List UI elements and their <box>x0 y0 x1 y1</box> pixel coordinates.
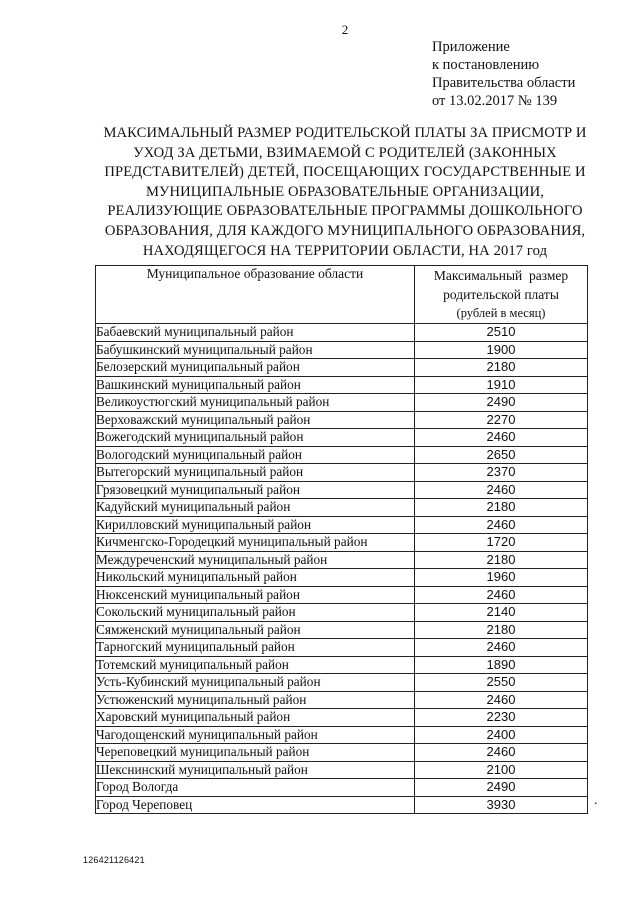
table-row <box>96 709 588 727</box>
page-number: 2 <box>341 22 349 37</box>
table-row <box>96 429 588 447</box>
fee-cell: 1720 <box>415 534 588 552</box>
table-row <box>96 464 588 482</box>
fee-cell: 3930 <box>415 796 588 814</box>
header-fee-line: (рублей в месяц) <box>456 306 546 320</box>
fee-cell: 2180 <box>415 621 588 639</box>
table-row <box>96 779 588 797</box>
municipality-cell: Кичменгско-Городецкий муниципальный район <box>96 534 415 552</box>
municipality-cell: Вожегодский муниципальный район <box>96 429 415 447</box>
table-row <box>96 446 588 464</box>
fee-cell: 2490 <box>415 394 588 412</box>
fee-cell: 2460 <box>415 691 588 709</box>
document-code: 126421126421 <box>83 855 145 865</box>
title-line: ПРЕДСТАВИТЕЛЕЙ) ДЕТЕЙ, ПОСЕЩАЮЩИХ ГОСУДАРСТВЕННЫЕ И <box>104 164 586 181</box>
table-row <box>96 516 588 534</box>
table-row <box>96 551 588 569</box>
fee-cell: 1900 <box>415 341 588 359</box>
fee-cell: 1890 <box>415 656 588 674</box>
fee-cell: 2100 <box>415 761 588 779</box>
municipality-cell: Нюксенский муниципальный район <box>96 586 415 604</box>
appendix-line: Правительства области <box>432 75 576 91</box>
table-row <box>96 621 588 639</box>
table-row <box>96 674 588 692</box>
appendix-note <box>432 38 575 110</box>
table-row <box>96 499 588 517</box>
title-line: УХОД ЗА ДЕТЬМИ, ВЗИМАЕМОЙ С РОДИТЕЛЕЙ (ЗАКОННЫХ <box>133 144 557 161</box>
table-row <box>96 604 588 622</box>
title-line: ОБРАЗОВАНИЯ, ДЛЯ КАЖДОГО МУНИЦИПАЛЬНОГО ОБРАЗОВАНИЯ, <box>104 222 586 239</box>
municipality-cell: Тотемский муниципальный район <box>96 656 415 674</box>
fee-cell: 2490 <box>415 779 588 797</box>
municipality-cell: Верховажский муниципальный район <box>96 411 415 429</box>
appendix-line: от 13.02.2017 № 139 <box>432 93 558 109</box>
municipality-cell: Великоустюгский муниципальный район <box>96 394 415 412</box>
fee-cell: 2460 <box>415 429 588 447</box>
municipality-cell: Кадуйский муниципальный район <box>96 499 415 517</box>
appendix-line: к постановлению <box>432 57 540 73</box>
fee-cell: 2180 <box>415 551 588 569</box>
municipality-cell: Бабаевский муниципальный район <box>96 324 415 342</box>
municipality-cell: Грязовецкий муниципальный район <box>96 481 415 499</box>
header-municipality: Муниципальное образование области <box>96 266 415 324</box>
fee-cell: 2180 <box>415 359 588 377</box>
fee-cell: 2180 <box>415 499 588 517</box>
municipality-cell: Вашкинский муниципальный район <box>96 376 415 394</box>
fee-cell: 2510 <box>415 324 588 342</box>
fee-cell: 2400 <box>415 726 588 744</box>
table-row <box>96 639 588 657</box>
table-row <box>96 481 588 499</box>
appendix-line: Приложение <box>432 39 510 55</box>
municipality-cell: Тарногский муниципальный район <box>96 639 415 657</box>
table-header-row <box>96 266 588 324</box>
municipality-cell: Харовский муниципальный район <box>96 709 415 727</box>
municipality-cell: Вытегорский муниципальный район <box>96 464 415 482</box>
title-line: МУНИЦИПАЛЬНЫЕ ОБРАЗОВАТЕЛЬНЫЕ ОРГАНИЗАЦИИ, <box>145 183 545 200</box>
fee-cell: 2370 <box>415 464 588 482</box>
table-row <box>96 376 588 394</box>
table-row <box>96 324 588 342</box>
fee-cell: 1910 <box>415 376 588 394</box>
municipality-cell: Шекснинский муниципальный район <box>96 761 415 779</box>
fee-cell: 2460 <box>415 481 588 499</box>
fee-table <box>95 265 588 814</box>
header-fee-line: Максимальный размер <box>433 268 569 283</box>
table-row <box>96 586 588 604</box>
municipality-cell: Белозерский муниципальный район <box>96 359 415 377</box>
fee-cell: 2460 <box>415 586 588 604</box>
municipality-cell: Череповецкий муниципальный район <box>96 744 415 762</box>
table-row <box>96 394 588 412</box>
fee-cell: 2550 <box>415 674 588 692</box>
fee-cell: 2460 <box>415 516 588 534</box>
table-body <box>96 324 588 814</box>
municipality-cell: Вологодский муниципальный район <box>96 446 415 464</box>
header-fee <box>415 266 588 324</box>
municipality-cell: Никольский муниципальный район <box>96 569 415 587</box>
table-row <box>96 656 588 674</box>
municipality-cell: Сокольский муниципальный район <box>96 604 415 622</box>
table-row <box>96 359 588 377</box>
title-line: НАХОДЯЩЕГОСЯ НА ТЕРРИТОРИИ ОБЛАСТИ, НА 2017 год <box>142 242 548 259</box>
fee-cell: 2460 <box>415 639 588 657</box>
fee-cell: 2650 <box>415 446 588 464</box>
municipality-cell: Чагодощенский муниципальный район <box>96 726 415 744</box>
title-line: МАКСИМАЛЬНЫЙ РАЗМЕР РОДИТЕЛЬСКОЙ ПЛАТЫ ЗА ПРИСМОТР И <box>103 125 587 141</box>
table-row <box>96 726 588 744</box>
document-title <box>80 124 610 261</box>
fee-cell: 2140 <box>415 604 588 622</box>
municipality-cell: Город Вологда <box>96 779 415 797</box>
municipality-cell: Бабушкинский муниципальный район <box>96 341 415 359</box>
municipality-cell: Кирилловский муниципальный район <box>96 516 415 534</box>
table-row <box>96 569 588 587</box>
fee-cell: 2270 <box>415 411 588 429</box>
fee-cell: 2460 <box>415 744 588 762</box>
municipality-cell: Междуреченский муниципальный район <box>96 551 415 569</box>
table-row <box>96 744 588 762</box>
municipality-cell: Город Череповец <box>96 796 415 814</box>
municipality-cell: Сямженский муниципальный район <box>96 621 415 639</box>
municipality-cell: Устюженский муниципальный район <box>96 691 415 709</box>
title-line: РЕАЛИЗУЮЩИЕ ОБРАЗОВАТЕЛЬНЫЕ ПРОГРАММЫ ДОШКОЛЬНОГО <box>107 203 583 220</box>
fee-cell: 1960 <box>415 569 588 587</box>
table-row <box>96 534 588 552</box>
table-row <box>96 411 588 429</box>
header-fee-line: родительской платы <box>443 287 559 302</box>
table-row <box>96 796 588 814</box>
table-row <box>96 691 588 709</box>
table-row <box>96 341 588 359</box>
end-mark: . <box>594 793 598 808</box>
fee-cell: 2230 <box>415 709 588 727</box>
municipality-cell: Усть-Кубинский муниципальный район <box>96 674 415 692</box>
table-row <box>96 761 588 779</box>
